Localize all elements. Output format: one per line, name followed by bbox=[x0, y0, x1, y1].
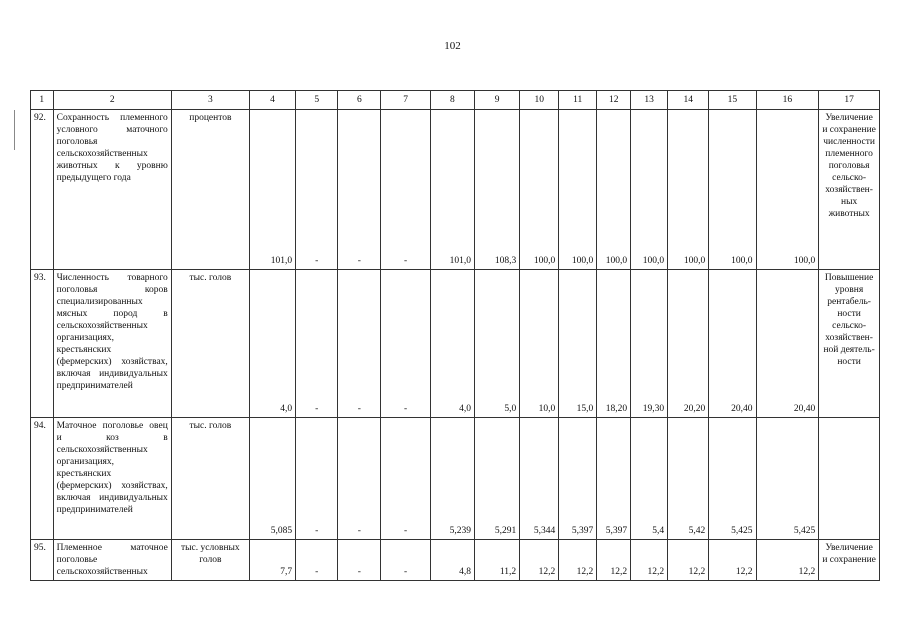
value-cell: 12,2 bbox=[668, 540, 709, 581]
value-cell: 20,40 bbox=[756, 270, 819, 418]
value-cell: 5,344 bbox=[520, 418, 559, 540]
value-cell: 100,0 bbox=[559, 110, 597, 270]
value-cell: 100,0 bbox=[668, 110, 709, 270]
column-header: 13 bbox=[631, 91, 668, 110]
value-cell: 19,30 bbox=[631, 270, 668, 418]
column-header: 9 bbox=[474, 91, 519, 110]
value-cell: 5,425 bbox=[709, 418, 756, 540]
column-header: 10 bbox=[520, 91, 559, 110]
value-cell: - bbox=[296, 270, 338, 418]
expected-result: Увеличение и сохранение численности племенного поголовья сельско-хозяйствен-ных животных bbox=[819, 110, 880, 270]
value-cell: 12,2 bbox=[709, 540, 756, 581]
table-row bbox=[31, 270, 880, 418]
value-cell: - bbox=[381, 418, 430, 540]
column-header: 17 bbox=[819, 91, 880, 110]
row-number: 92. bbox=[31, 110, 54, 270]
row-number: 94. bbox=[31, 418, 54, 540]
value-cell: 5,397 bbox=[597, 418, 631, 540]
indicator-name: Сохранность племенного условного маточного поголовья сельскохозяйственных животных к уровню предыдущего года bbox=[53, 110, 171, 270]
column-header: 8 bbox=[430, 91, 474, 110]
value-cell: 15,0 bbox=[559, 270, 597, 418]
value-cell: - bbox=[381, 540, 430, 581]
unit-cell: тыс. голов bbox=[171, 418, 249, 540]
value-cell: - bbox=[338, 270, 381, 418]
header-row bbox=[31, 91, 880, 110]
value-cell: 5,239 bbox=[430, 418, 474, 540]
indicator-name: Численность товарного поголовья коров специализированных мясных пород в сельскохозяйственных организациях, крестьянских (фермерских) хозяйствах, включая индивидуальных предпринимателей bbox=[53, 270, 171, 418]
value-cell: 10,0 bbox=[520, 270, 559, 418]
column-header: 2 bbox=[53, 91, 171, 110]
value-cell: - bbox=[381, 270, 430, 418]
expected-result: Увеличение и сохранение bbox=[819, 540, 880, 581]
column-header: 1 bbox=[31, 91, 54, 110]
value-cell: 5,397 bbox=[559, 418, 597, 540]
value-cell: 20,20 bbox=[668, 270, 709, 418]
column-header: 4 bbox=[249, 91, 295, 110]
value-cell: 11,2 bbox=[474, 540, 519, 581]
value-cell: 5,42 bbox=[668, 418, 709, 540]
column-header: 14 bbox=[668, 91, 709, 110]
value-cell: 101,0 bbox=[430, 110, 474, 270]
value-cell: - bbox=[296, 110, 338, 270]
value-cell: - bbox=[381, 110, 430, 270]
column-header: 3 bbox=[171, 91, 249, 110]
value-cell: 12,2 bbox=[597, 540, 631, 581]
column-header: 16 bbox=[756, 91, 819, 110]
indicator-table bbox=[30, 90, 880, 581]
row-number: 93. bbox=[31, 270, 54, 418]
indicator-name: Маточное поголовье овец и коз в сельскохозяйственных организациях, крестьянских (фермерских) хозяйствах, включая индивидуальных предпринимателей bbox=[53, 418, 171, 540]
value-cell: 7,7 bbox=[249, 540, 295, 581]
value-cell: 12,2 bbox=[631, 540, 668, 581]
value-cell: - bbox=[338, 110, 381, 270]
indicator-name: Племенное маточное поголовье сельскохозяйственных bbox=[53, 540, 171, 581]
unit-cell: тыс. голов bbox=[171, 270, 249, 418]
value-cell: 4,0 bbox=[430, 270, 474, 418]
row-number: 95. bbox=[31, 540, 54, 581]
value-cell: 100,0 bbox=[631, 110, 668, 270]
value-cell: 5,085 bbox=[249, 418, 295, 540]
value-cell: 12,2 bbox=[520, 540, 559, 581]
value-cell: 100,0 bbox=[709, 110, 756, 270]
table-row bbox=[31, 110, 880, 270]
value-cell: 12,2 bbox=[756, 540, 819, 581]
value-cell: 100,0 bbox=[520, 110, 559, 270]
value-cell: 5,0 bbox=[474, 270, 519, 418]
expected-result bbox=[819, 418, 880, 540]
value-cell: 100,0 bbox=[597, 110, 631, 270]
value-cell: 101,0 bbox=[249, 110, 295, 270]
value-cell: 5,291 bbox=[474, 418, 519, 540]
unit-cell: процентов bbox=[171, 110, 249, 270]
table-row bbox=[31, 540, 880, 581]
column-header: 6 bbox=[338, 91, 381, 110]
margin-mark bbox=[14, 110, 15, 150]
value-cell: 20,40 bbox=[709, 270, 756, 418]
column-header: 11 bbox=[559, 91, 597, 110]
value-cell: - bbox=[338, 540, 381, 581]
unit-cell: тыс. условных голов bbox=[171, 540, 249, 581]
column-header: 12 bbox=[597, 91, 631, 110]
column-header: 5 bbox=[296, 91, 338, 110]
value-cell: 18,20 bbox=[597, 270, 631, 418]
page-number: 102 bbox=[444, 40, 461, 52]
column-header: 7 bbox=[381, 91, 430, 110]
column-header: 15 bbox=[709, 91, 756, 110]
value-cell: - bbox=[296, 418, 338, 540]
value-cell: 5,4 bbox=[631, 418, 668, 540]
value-cell: - bbox=[296, 540, 338, 581]
value-cell: 12,2 bbox=[559, 540, 597, 581]
table-row bbox=[31, 418, 880, 540]
expected-result: Повышение уровня рентабель-ности сельско-хозяйствен-ной деятель-ности bbox=[819, 270, 880, 418]
value-cell: 5,425 bbox=[756, 418, 819, 540]
value-cell: - bbox=[338, 418, 381, 540]
value-cell: 4,0 bbox=[249, 270, 295, 418]
value-cell: 108,3 bbox=[474, 110, 519, 270]
value-cell: 4,8 bbox=[430, 540, 474, 581]
value-cell: 100,0 bbox=[756, 110, 819, 270]
